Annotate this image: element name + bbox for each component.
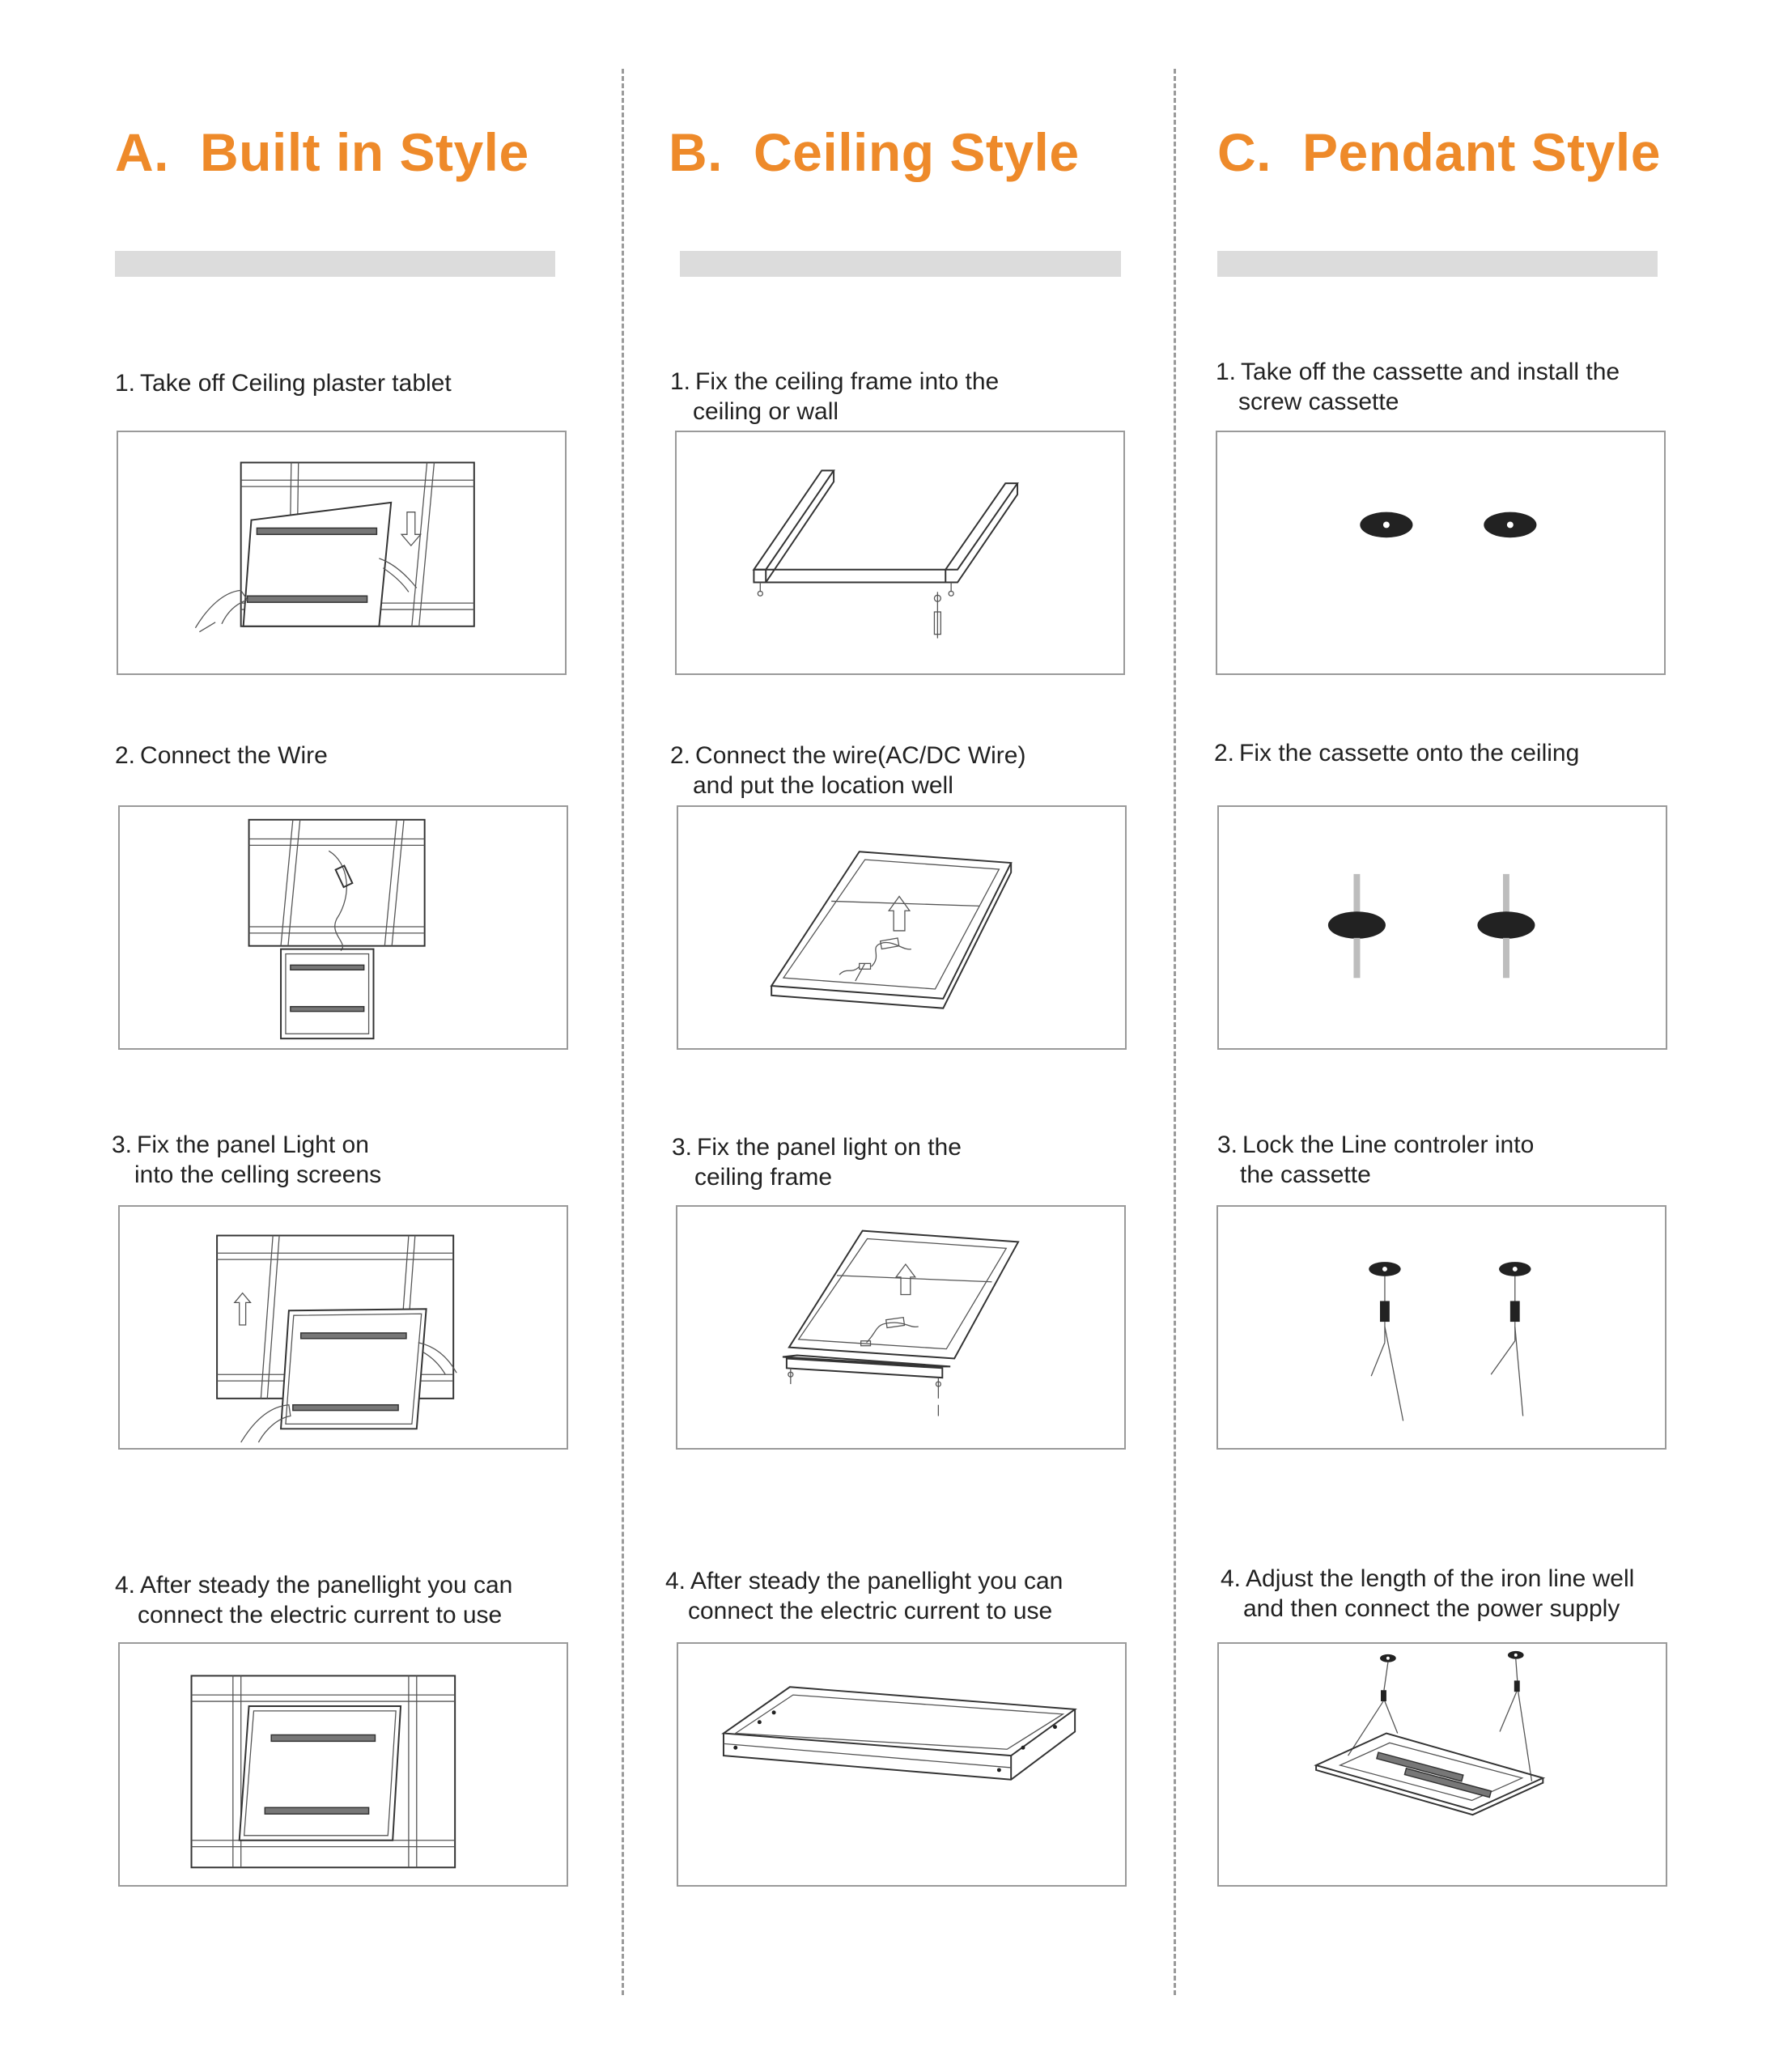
step-1-text — [115, 368, 452, 398]
step-2-illustration-connect-wire-driver — [118, 805, 568, 1050]
step-1-text — [670, 367, 999, 427]
column-title — [669, 121, 1080, 183]
step-line-1: Fix the panel light on the — [697, 1134, 962, 1161]
step-number: 1. — [1216, 359, 1237, 385]
step-line-2: screw cassette — [1238, 388, 1399, 415]
step-line-2: ceiling frame — [694, 1164, 833, 1191]
step-3-text — [112, 1130, 381, 1190]
step-number: 1. — [115, 370, 136, 397]
column-title-text: Ceiling Style — [754, 122, 1080, 182]
step-number: 2. — [670, 742, 691, 769]
step-line-2: the cassette — [1240, 1161, 1371, 1188]
step-line-1: Adjust the length of the iron line well — [1246, 1565, 1635, 1592]
step-number: 3. — [112, 1132, 133, 1158]
step-2-illustration-cassettes-with-rods — [1217, 805, 1667, 1050]
column-title-text: Pendant Style — [1302, 122, 1661, 182]
column-letter: C. — [1217, 122, 1272, 182]
step-number: 2. — [1214, 740, 1235, 766]
step-4-text — [665, 1566, 1063, 1626]
step-line-1: Connect the wire(AC/DC Wire) — [695, 742, 1026, 769]
column-title — [115, 121, 529, 183]
step-1-illustration-remove-ceiling-tile — [117, 431, 567, 675]
step-1-text — [1216, 357, 1620, 417]
step-line-2: and then connect the power supply — [1243, 1595, 1620, 1622]
step-line-2: into the celling screens — [134, 1161, 382, 1188]
step-4-illustration-panel-installed-in-grid — [118, 1642, 568, 1887]
step-2-text — [115, 741, 328, 771]
step-3-illustration-panel-on-frame — [676, 1205, 1126, 1450]
step-line-1: Fix the cassette onto the ceiling — [1239, 740, 1580, 766]
step-3-text — [672, 1132, 962, 1192]
column-title — [1217, 121, 1661, 183]
step-line-1: Fix the panel Light on — [137, 1132, 369, 1158]
step-line-1: Take off Ceiling plaster tablet — [140, 370, 452, 397]
step-1-illustration-two-cassettes — [1216, 431, 1666, 675]
title-underline-bar — [680, 251, 1121, 277]
step-4-text — [115, 1570, 512, 1630]
title-underline-bar — [1217, 251, 1658, 277]
step-4-illustration-surface-box-installed — [677, 1642, 1127, 1887]
title-underline-bar — [115, 251, 555, 277]
step-line-1: Take off the cassette and install the — [1241, 359, 1620, 385]
step-number: 2. — [115, 742, 136, 769]
step-line-2: connect the electric current to use — [138, 1602, 503, 1628]
step-2-text — [1214, 738, 1579, 768]
step-line-1: After steady the panellight you can — [140, 1572, 513, 1599]
step-number: 3. — [672, 1134, 693, 1161]
step-4-illustration-pendant-panel-hung — [1217, 1642, 1667, 1887]
step-line-2: ceiling or wall — [693, 398, 839, 425]
step-line-1: Fix the ceiling frame into the — [695, 368, 1000, 395]
step-line-2: connect the electric current to use — [688, 1598, 1053, 1624]
step-number: 1. — [670, 368, 691, 395]
column-built-in-style — [0, 0, 615, 2072]
column-title-text: Built in Style — [200, 122, 529, 182]
column-letter: A. — [115, 122, 169, 182]
step-3-illustration-fit-panel-into-grid — [118, 1205, 568, 1450]
column-divider-1 — [622, 69, 624, 1995]
step-4-text — [1221, 1564, 1634, 1624]
step-2-illustration-frame-with-wire — [677, 805, 1127, 1050]
column-letter: B. — [669, 122, 723, 182]
step-1-illustration-ceiling-frame-screws — [675, 431, 1125, 675]
step-line-1: Lock the Line controler into — [1242, 1132, 1535, 1158]
step-line-2: and put the location well — [693, 772, 953, 799]
step-number: 4. — [115, 1572, 136, 1599]
step-number: 4. — [665, 1568, 686, 1594]
step-2-text — [670, 741, 1025, 800]
step-number: 4. — [1221, 1565, 1242, 1592]
column-divider-2 — [1174, 69, 1176, 1995]
step-line-1: Connect the Wire — [140, 742, 328, 769]
step-number: 3. — [1217, 1132, 1238, 1158]
step-line-1: After steady the panellight you can — [690, 1568, 1064, 1594]
step-3-illustration-cassettes-with-cables — [1216, 1205, 1666, 1450]
step-3-text — [1217, 1130, 1534, 1190]
